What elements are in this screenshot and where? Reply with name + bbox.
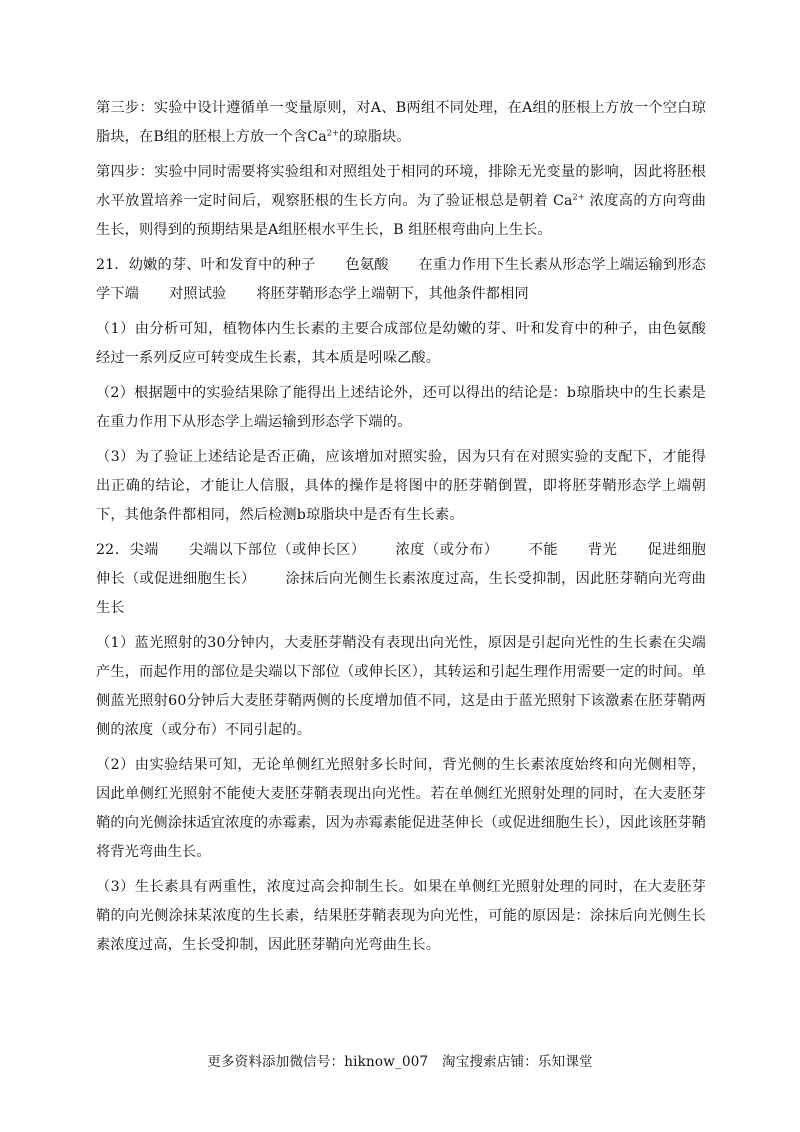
- answer-item: 不能: [528, 542, 559, 558]
- page-footer: 更多资料添加微信号：hiknow_007 淘宝搜索店铺：乐知课堂: [207, 1054, 593, 1070]
- answer-item: 涂抹后向光侧生长素浓度过高，生长受抑制，因此胚芽鞘向光弯曲生长: [96, 571, 706, 616]
- answer-item: 21．幼嫩的芽、叶和发育中的种子: [96, 257, 316, 273]
- q21-answer-line: [96, 251, 706, 309]
- q21-explanation-1: （1）由分析可知，植物体内生长素的主要合成部位是幼嫩的芽、叶和发育中的种子，由色氨酸经过一系列反应可转变成生长素，其本质是吲哚乙酸。: [96, 321, 706, 366]
- q21-explanation-2: （2）根据题中的实验结果除了能得出上述结论外，还可以得出的结论是：b琼脂块中的生长素是在重力作用下从形态学上端运输到形态学下端的。: [96, 385, 706, 430]
- q21-explanation-3: （3）为了验证上述结论是否正确，应该增加对照实验，因为只有在对照实验的支配下，才能得出正确的结论，才能让人信服，具体的操作是将图中的胚芽鞘倒置，即将胚芽鞘形态学上端朝下，其他条件都相同，然后检测b琼脂块中是否有生长素。: [96, 449, 706, 523]
- q22-answer-line: [96, 536, 706, 623]
- ion-charge: 2+: [572, 192, 585, 202]
- step4-paragraph: [96, 158, 706, 245]
- q22-explanation-2: （2）由实验结果可知，无论单侧红光照射多长时间，背光侧的生长素浓度始终和向光侧相等，因此单侧红光照射不能使大麦胚芽鞘表现出向光性。若在单侧红光照射处理的同时，在大麦胚芽鞘的向光侧涂抹适宜浓度的赤霉素，因为赤霉素能促进茎伸长（或促进细胞生长），因此该胚芽鞘将背光弯曲生长。: [96, 757, 706, 860]
- answer-item: 促进细胞伸长（或促进细胞生长）: [96, 542, 706, 587]
- ion-charge: 2+: [326, 128, 340, 138]
- q22-explanation-3: （3）生长素具有两重性，浓度过高会抑制生长。如果在单侧红光照射处理的同时，在大麦胚芽鞘的向光侧涂抹某浓度的生长素，结果胚芽鞘表现为向光性，可能的原因是：涂抹后向光侧生长素浓度过高，生长受抑制，因此胚芽鞘向光弯曲生长。: [96, 879, 706, 953]
- answer-item: 将胚芽鞘形态学上端朝下，其他条件都相同: [256, 286, 529, 302]
- answer-item: 尖端以下部位（或伸长区）: [188, 542, 366, 558]
- step3-text: 第三步：实验中设计遵循单一变量原则，对A、B两组不同处理，在A组的胚根上方放一个空白琼脂块，在B组的胚根上方放一个含Ca: [96, 100, 706, 145]
- answer-item: 对照试验: [169, 286, 227, 302]
- step3-text-end: 的琼脂块。: [339, 129, 411, 145]
- answer-item: 背光: [588, 542, 618, 558]
- q22-explanation-1: （1）蓝光照射的30分钟内，大麦胚芽鞘没有表现出向光性，原因是引起向光性的生长素在尖端产生，而起作用的部位是尖端以下部位（或伸长区），其转运和引起生理作用需要一定的时间。单侧蓝光照射60分钟后大麦胚芽鞘两侧的长度增加值不同，这是由于蓝光照射下该激素在胚芽鞘两侧的浓度（或分布）不同引起的。: [96, 635, 706, 738]
- step4-text: 第四步：实验中同时需要将实验组和对照组处于相同的环境，排除无光变量的影响，因此将胚根水平放置培养一定时间后，观察胚根的生长方向。为了验证根总是朝着 Ca: [96, 164, 706, 209]
- answer-item: 色氨酸: [345, 257, 389, 273]
- answer-item: 在重力作用下生长素从形态学上端运输到形态学下端: [96, 257, 706, 302]
- answer-item: 22．尖端: [96, 542, 159, 558]
- document-body: [96, 94, 706, 966]
- step3-paragraph: [96, 94, 706, 152]
- answer-item: 浓度（或分布）: [395, 542, 499, 558]
- step4-text-end: 浓度高的方向弯曲生长，则得到的预期结果是A组胚根水平生长，B 组胚根弯曲向上生长。: [96, 193, 706, 238]
